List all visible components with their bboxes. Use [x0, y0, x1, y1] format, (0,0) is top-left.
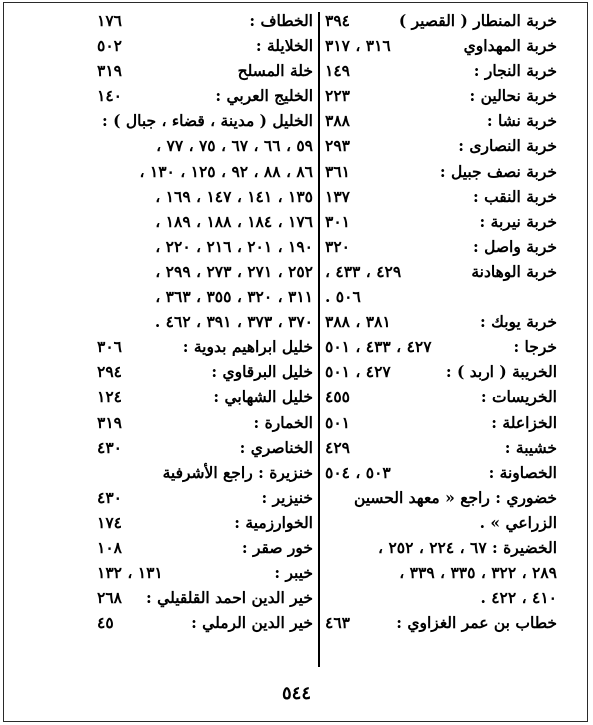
index-entry — [325, 510, 557, 535]
index-term: خربة الوهادنة — [471, 261, 557, 281]
index-term: خيبر : — [274, 563, 313, 583]
index-term: الخزاعلة : — [491, 412, 557, 432]
index-term: ١٧٦ ، ١٨٤ ، ١٨٨ ، ١٨٩ ، — [155, 211, 313, 231]
column-divider — [318, 12, 320, 667]
index-pages: ٥٠٢ — [97, 36, 122, 56]
index-entry — [325, 58, 557, 83]
index-term: خربة النقب : — [472, 186, 557, 206]
index-term: خير الدين احمد القلقيلي : — [146, 588, 313, 608]
index-entry — [97, 108, 313, 133]
index-entry — [325, 8, 557, 33]
index-entry — [325, 560, 557, 585]
index-entry — [97, 535, 313, 560]
page-number: ٥٤٤ — [281, 683, 311, 704]
index-entry — [325, 234, 557, 259]
index-term: خربة النصارى : — [458, 136, 557, 156]
index-entry — [97, 510, 313, 535]
index-term: خربة نيربة : — [479, 211, 557, 231]
index-pages: ٢٦٨ — [97, 588, 122, 608]
index-pages: ١٧٦ — [97, 11, 122, 30]
index-pages: ١٧٤ — [97, 512, 122, 532]
index-term: الزراعي » . — [479, 512, 557, 532]
index-pages: ٤٢٩ — [325, 437, 350, 457]
left-index-column — [97, 8, 313, 635]
index-entry — [325, 359, 557, 384]
index-term: خربة المهداوي — [463, 36, 557, 56]
index-term: خربة نشا : — [486, 111, 557, 131]
index-term: خرجا : — [513, 337, 557, 357]
index-entry — [97, 234, 313, 259]
index-pages: ٣٩٤ — [325, 11, 350, 30]
index-term: ٢٨٩ ، ٣٢٢ ، ٣٣٥ ، ٣٣٩ ، — [399, 563, 557, 583]
index-term: خير الدين الرملي : — [191, 613, 313, 633]
index-pages: ١٣٧ — [325, 186, 350, 206]
index-term: خلة المسلح — [237, 61, 313, 81]
index-term: الخريسات : — [480, 387, 557, 407]
index-entry — [325, 410, 557, 435]
index-pages: ١٤٠ — [97, 86, 122, 106]
index-pages: ١٣١ ، ١٣٢ — [97, 563, 163, 583]
index-entry — [97, 359, 313, 384]
index-pages: ٣٢٠ — [325, 236, 350, 256]
index-entry — [325, 33, 557, 58]
index-pages: ٤٦٣ — [325, 613, 350, 633]
index-pages: ٤٥٥ — [325, 387, 350, 407]
index-term: الخطاف : — [249, 11, 313, 30]
index-entry — [97, 58, 313, 83]
index-entry — [325, 435, 557, 460]
index-term: خشيبة : — [504, 437, 557, 457]
index-entry — [325, 384, 557, 409]
index-term: الخمارة : — [253, 412, 313, 432]
index-term: الخناصري : — [239, 437, 313, 457]
index-entry — [97, 259, 313, 284]
index-term: الخريبة ( اربد ) : — [445, 362, 557, 382]
index-entry — [325, 284, 557, 309]
index-pages: ١٢٤ — [97, 387, 122, 407]
index-pages: ٥٠٦ . — [325, 287, 361, 307]
index-entry — [325, 209, 557, 234]
index-term: الخليج العربي : — [215, 86, 313, 106]
index-pages: ٣١٩ — [97, 61, 122, 81]
index-entry — [97, 284, 313, 309]
index-term: خربة يوبك : — [480, 312, 557, 332]
index-pages: ٤٣٠ — [97, 487, 122, 507]
index-pages: ٣٠٦ — [97, 337, 122, 357]
index-entry — [325, 133, 557, 158]
index-term: خربة النجار : — [473, 61, 557, 81]
index-entry — [97, 309, 313, 334]
index-term: خور صقر : — [241, 537, 313, 557]
index-pages: ١٠٨ — [97, 537, 122, 557]
index-pages: ٤٢٩ ، ٤٣٣ ، — [325, 261, 402, 281]
index-term: خربة واصل : — [473, 236, 557, 256]
index-term: ٣١١ ، ٣٢٠ ، ٣٥٥ ، ٣٦٣ ، — [155, 287, 313, 307]
index-term: ٥٩ ، ٦٦ ، ٦٧ ، ٧٥ ، ٧٧ ، — [156, 136, 313, 156]
index-entry — [97, 83, 313, 108]
index-term: الخوارزمية : — [234, 512, 313, 532]
index-entry — [97, 435, 313, 460]
index-entry — [325, 460, 557, 485]
index-entry — [325, 309, 557, 334]
index-entry — [97, 133, 313, 158]
index-pages: ٤٥ — [97, 613, 114, 633]
index-entry — [97, 334, 313, 359]
index-term: خليل ابراهيم بدوية : — [182, 337, 313, 357]
index-term: ١٩٠ ، ٢٠١ ، ٢١٦ ، ٢٢٠ ، — [155, 236, 313, 256]
index-pages: ٤٢٧ ، ٥٠١ — [325, 362, 391, 382]
index-entry — [325, 334, 557, 359]
index-pages: ٣٨١ ، ٣٨٨ — [325, 312, 391, 332]
index-term: ١٣٥ ، ١٤١ ، ١٤٧ ، ١٦٩ ، — [155, 186, 313, 206]
index-term: ٤١٠ ، ٤٢٢ . — [480, 588, 557, 608]
index-term: ٨٦ ، ٨٨ ، ٩٢ ، ١٢٥ ، ١٣٠ ، — [139, 161, 313, 181]
index-entry — [325, 535, 557, 560]
index-pages: ٤٣٠ — [97, 437, 122, 457]
index-entry — [97, 560, 313, 585]
index-term: ٣٧٠ ، ٣٧٣ ، ٣٩١ ، ٤٦٢ . — [154, 312, 313, 332]
index-entry — [97, 384, 313, 409]
index-entry — [325, 585, 557, 610]
index-entry — [325, 108, 557, 133]
index-pages: ٢٢٣ — [325, 86, 350, 106]
index-entry — [97, 460, 313, 485]
index-term: خربة نصف جبيل : — [439, 161, 557, 181]
index-pages: ٣١٦ ، ٣١٧ — [325, 36, 391, 56]
right-index-column — [325, 8, 557, 635]
index-term: خربة المنطار ( القصير ) — [398, 11, 557, 30]
index-pages: ١٤٩ — [325, 61, 350, 81]
index-entry — [325, 485, 557, 510]
index-entry — [325, 83, 557, 108]
index-entry — [97, 8, 313, 33]
index-entry — [97, 159, 313, 184]
index-pages: ٣٦١ — [325, 161, 350, 181]
index-term: خطاب بن عمر الغزاوي : — [396, 613, 557, 633]
index-term: الخليل ( مدينة ، قضاء ، جبال ) : — [102, 111, 313, 131]
index-pages: ٣٨٨ — [325, 111, 350, 131]
index-entry — [97, 33, 313, 58]
index-term: خنزيرة : راجع الأشرفية — [162, 462, 313, 482]
index-entry — [97, 485, 313, 510]
index-term: خليل البرقاوي : — [211, 362, 313, 382]
index-pages: ٢٩٣ — [325, 136, 350, 156]
index-term: خليل الشهابي : — [213, 387, 313, 407]
index-term: الخضيرة : ٦٧ ، ٢٢٤ ، ٢٥٢ ، — [378, 537, 557, 557]
index-entry — [97, 184, 313, 209]
index-pages: ٤٢٧ ، ٤٣٣ ، ٥٠١ — [325, 337, 432, 357]
index-term: ٢٥٢ ، ٢٧١ ، ٢٧٣ ، ٢٩٩ ، — [155, 261, 313, 281]
index-pages: ٢٩٤ — [97, 362, 122, 382]
index-term: خنيزير : — [261, 487, 313, 507]
index-entry — [97, 585, 313, 610]
index-pages: ٣٠١ — [325, 211, 350, 231]
index-pages: ٥٠١ — [325, 412, 350, 432]
index-entry — [97, 410, 313, 435]
index-pages: ٥٠٣ ، ٥٠٤ — [325, 462, 391, 482]
index-term: الخصاونة : — [488, 462, 557, 482]
index-entry — [97, 209, 313, 234]
index-entry — [325, 159, 557, 184]
index-term: خربة نحالين : — [469, 86, 557, 106]
index-entry — [325, 259, 557, 284]
index-entry — [325, 610, 557, 635]
index-entry — [325, 184, 557, 209]
index-term: خضوري : راجع « معهد الحسين — [353, 487, 557, 507]
index-term: الخلايلة : — [255, 36, 313, 56]
index-entry — [97, 610, 313, 635]
index-pages: ٣١٩ — [97, 412, 122, 432]
